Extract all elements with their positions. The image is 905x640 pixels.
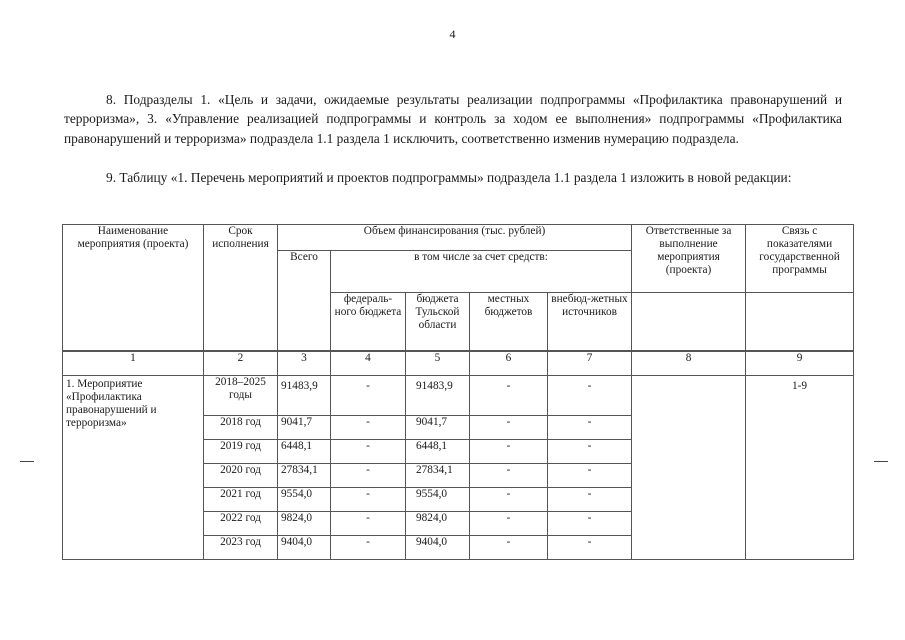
header-total: Всего: [278, 251, 331, 351]
cell-local: -: [470, 536, 548, 560]
cell-extra: -: [548, 512, 632, 536]
header-responsible-empty: [632, 293, 746, 351]
cell-federal: -: [331, 416, 406, 440]
margin-mark-left: [20, 461, 34, 462]
column-number: 2: [204, 352, 278, 376]
paragraph-8: 8. Подразделы 1. «Цель и задачи, ожидаемые результаты реализации подпрограммы «Профилактика правонарушений и терроризма», 3. «Управление реализацией подпрограммы и контроль за ходом ее выполнения» подпрограммы «Профилактика правонарушений и терроризма» подраздела 1.1 раздела 1 исключить, соответственно изменив нумерацию подраздела.: [64, 92, 842, 146]
cell-federal: -: [331, 488, 406, 512]
cell-total: 9404,0: [278, 536, 331, 560]
cell-term: 2022 год: [204, 512, 278, 536]
column-number: 6: [470, 352, 548, 376]
measure-name: 1. Мероприятие «Профилактика правонарушений и терроризма»: [63, 376, 204, 560]
header-federal: федераль-ного бюджета: [331, 293, 406, 351]
cell-regional: 27834,1: [406, 464, 470, 488]
column-number-row: [63, 352, 854, 376]
cell-local: -: [470, 440, 548, 464]
measures-table: [62, 224, 854, 560]
cell-extra: -: [548, 488, 632, 512]
cell-total: 9824,0: [278, 512, 331, 536]
table-row: [63, 376, 854, 416]
cell-extra: -: [548, 440, 632, 464]
cell-total: 6448,1: [278, 440, 331, 464]
cell-term: 2020 год: [204, 464, 278, 488]
cell-term: 2023 год: [204, 536, 278, 560]
cell-regional: 9824,0: [406, 512, 470, 536]
cell-local: -: [470, 416, 548, 440]
column-number: 5: [406, 352, 470, 376]
cell-federal: -: [331, 512, 406, 536]
column-number: 3: [278, 352, 331, 376]
header-link-empty: [746, 293, 854, 351]
paragraph-9: 9. Таблицу «1. Перечень мероприятий и проектов подпрограммы» подраздела 1.1 раздела 1 изложить в новой редакции:: [106, 170, 792, 185]
header-name: Наименование мероприятия (проекта): [63, 225, 204, 351]
page-number: 4: [449, 27, 456, 41]
margin-mark-right: [874, 461, 888, 462]
cell-term: 2018–2025 годы: [204, 376, 278, 416]
cell-local: -: [470, 488, 548, 512]
cell-term: 2021 год: [204, 488, 278, 512]
header-including: в том числе за счет средств:: [331, 251, 632, 293]
header-extra: внебюд-жетных источников: [548, 293, 632, 351]
cell-federal: -: [331, 536, 406, 560]
cell-local: -: [470, 376, 548, 416]
link-value: 1-9: [746, 376, 854, 560]
cell-term: 2019 год: [204, 440, 278, 464]
column-number: 8: [632, 352, 746, 376]
cell-regional: 9041,7: [406, 416, 470, 440]
header-funding: Объем финансирования (тыс. рублей): [278, 225, 632, 251]
cell-local: -: [470, 464, 548, 488]
header-term: Срок исполнения: [204, 225, 278, 351]
cell-total: 91483,9: [278, 376, 331, 416]
cell-total: 9554,0: [278, 488, 331, 512]
column-number: 4: [331, 352, 406, 376]
cell-regional: 91483,9: [406, 376, 470, 416]
cell-regional: 9554,0: [406, 488, 470, 512]
responsible-value: [632, 376, 746, 560]
cell-extra: -: [548, 464, 632, 488]
cell-regional: 6448,1: [406, 440, 470, 464]
column-number: 7: [548, 352, 632, 376]
header-responsible: Ответственные за выполнение мероприятия (проекта): [632, 225, 746, 293]
cell-extra: -: [548, 536, 632, 560]
cell-extra: -: [548, 376, 632, 416]
header-local: местных бюджетов: [470, 293, 548, 351]
column-number: 1: [63, 352, 204, 376]
header-regional: бюджета Тульской области: [406, 293, 470, 351]
cell-total: 27834,1: [278, 464, 331, 488]
cell-regional: 9404,0: [406, 536, 470, 560]
cell-federal: -: [331, 440, 406, 464]
cell-extra: -: [548, 416, 632, 440]
cell-local: -: [470, 512, 548, 536]
cell-total: 9041,7: [278, 416, 331, 440]
column-number: 9: [746, 352, 854, 376]
header-link: Связь с показателями государственной программы: [746, 225, 854, 293]
cell-term: 2018 год: [204, 416, 278, 440]
cell-federal: -: [331, 376, 406, 416]
cell-federal: -: [331, 464, 406, 488]
